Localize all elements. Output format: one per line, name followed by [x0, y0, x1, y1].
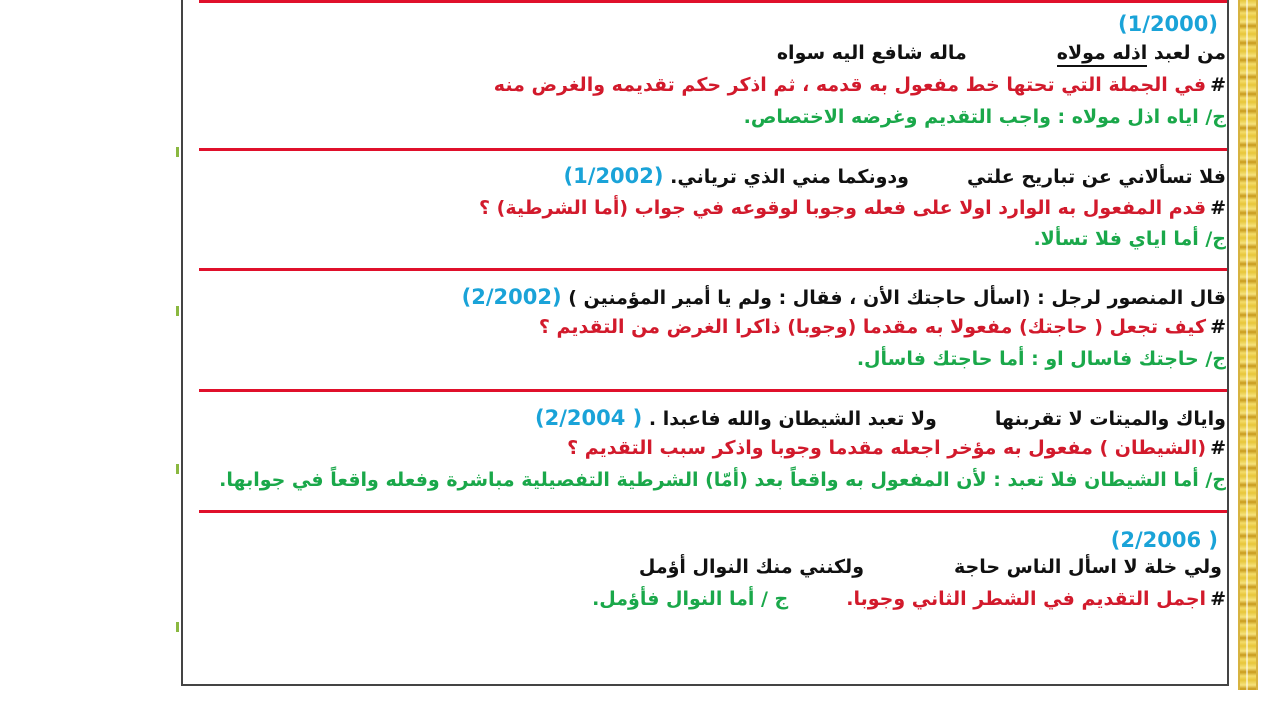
verse-line	[777, 40, 1226, 66]
answer-line: ج/ اياه اذل مولاه : واجب التقديم وغرضه الاختصاص.	[743, 106, 1226, 128]
verse-line	[535, 405, 1226, 432]
question-text: اجمل التقديم في الشطر الثاني وجوبا.	[846, 588, 1207, 610]
verse-line	[564, 163, 1226, 190]
exam-year: ( 2/2006)	[1110, 528, 1218, 552]
question-text: قدم المفعول به الوارد اولا على فعله وجوبا لوقوعه في جواب (أما الشرطية) ؟	[479, 197, 1207, 219]
verse-first-half: فلا تسألاني عن تباريح علتي	[966, 166, 1226, 188]
prose-line	[462, 284, 1226, 311]
question-text: في الجملة التي تحتها خط مفعول به قدمه ، ثم اذكر حكم تقديمه والغرض منه	[493, 74, 1207, 96]
hash-marker: #	[1210, 197, 1226, 219]
margin-tick	[176, 622, 179, 632]
underlined-phrase: اذله مولاه	[1057, 42, 1148, 67]
question-line	[479, 195, 1226, 221]
verse-second-half: ودونكما مني الذي ترياني.	[670, 166, 909, 188]
section-divider	[199, 268, 1227, 271]
answer-line: ج/ أما الشيطان فلا تعبد : لأن المفعول به واقعاً بعد (أمّا) الشرطية التفصيلية مباشرة وفعله واقعاً في جوابها.	[219, 469, 1226, 491]
document-frame	[181, 0, 1229, 686]
section-divider	[199, 0, 1227, 3]
section-divider	[199, 510, 1227, 513]
question-text: (الشيطان ) مفعول به مؤخر اجعله مقدما وجوبا واذكر سبب التقديم ؟	[567, 437, 1207, 459]
prose-text: قال المنصور لرجل : (اسأل حاجتك الأن ، فقال : ولم يا أمير المؤمنين )	[568, 287, 1226, 309]
hash-marker: #	[1210, 437, 1226, 459]
verse-line	[639, 554, 1222, 580]
verse-second-half: ولكنني منك النوال أؤمل	[638, 556, 865, 578]
verse-second-half: ماله شافع اليه سواه	[776, 42, 967, 64]
exam-year: ( 2/2004)	[535, 406, 643, 430]
verse-second-half: ولا تعبد الشيطان والله فاعبدا .	[648, 408, 937, 430]
hash-marker: #	[1210, 74, 1226, 96]
verse-first-half-start: من لعبد	[1147, 42, 1226, 64]
section-divider	[199, 148, 1227, 151]
exam-year: (1/2000)	[1118, 12, 1218, 36]
decorative-border	[1238, 0, 1258, 690]
question-text: كيف تجعل ( حاجتك) مفعولا به مقدما (وجوبا) ذاكرا الغرض من التقديم ؟	[538, 316, 1207, 338]
section-divider	[199, 389, 1227, 392]
hash-marker: #	[1210, 588, 1226, 610]
answer-line: ج/ حاجتك فاسال او : أما حاجتك فاسأل.	[856, 348, 1226, 370]
verse-first-half: ولي خلة لا اسأل الناس حاجة	[954, 556, 1222, 578]
question-line	[494, 72, 1226, 98]
answer-line: ج/ أما اياي فلا تسألا.	[1033, 228, 1226, 250]
question-answer-line	[592, 586, 1226, 612]
exam-year: (2/2002)	[461, 285, 562, 309]
margin-tick	[176, 464, 179, 474]
margin-tick	[176, 147, 179, 157]
exam-year: (1/2002)	[563, 164, 664, 188]
question-line	[567, 435, 1226, 461]
answer-text: ج / أما النوال فأؤمل.	[592, 588, 789, 610]
hash-marker: #	[1210, 316, 1226, 338]
margin-tick	[176, 306, 179, 316]
question-line	[539, 314, 1226, 340]
verse-first-half: واياك والميتات لا تقربنها	[994, 408, 1226, 430]
